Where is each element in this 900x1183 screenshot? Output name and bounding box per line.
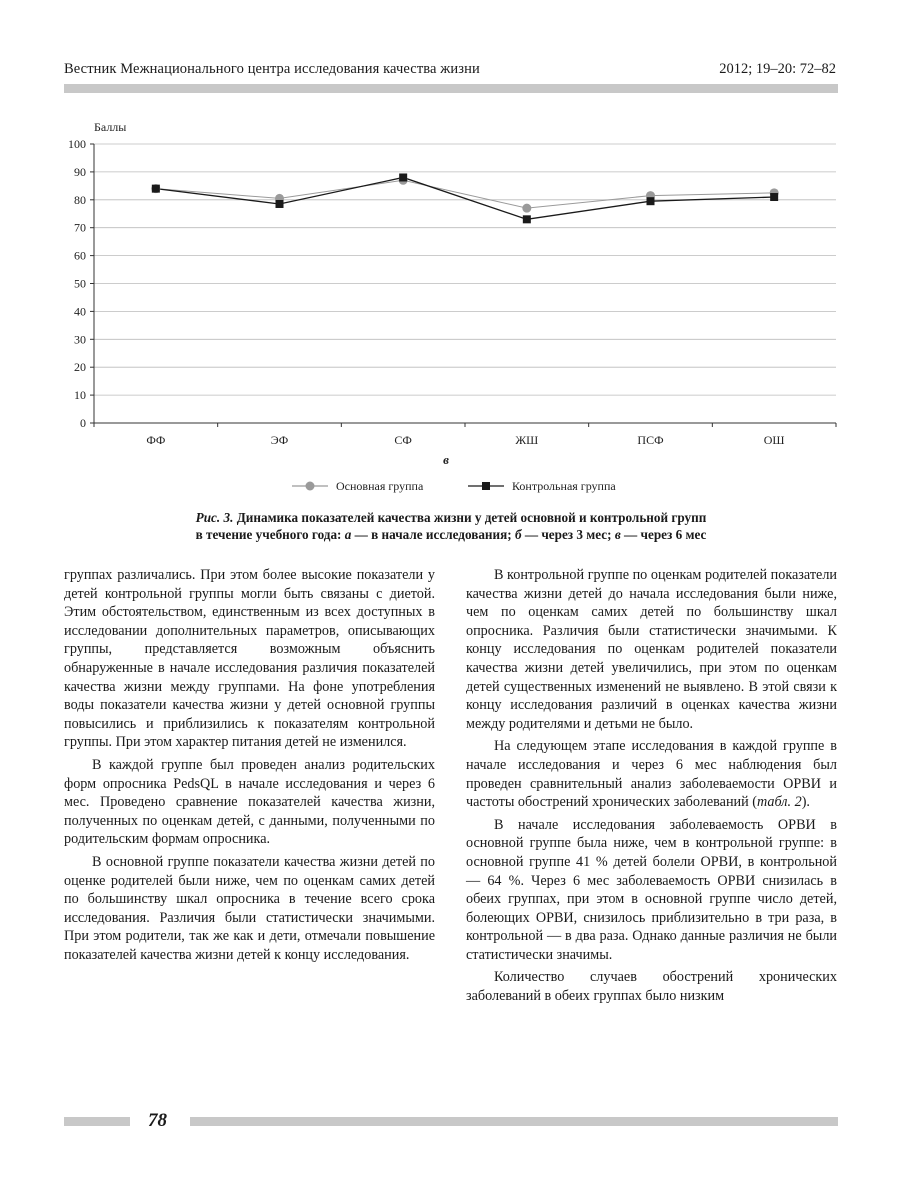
right-column — [466, 566, 837, 1010]
right-paragraph-1: В контрольной группе по оценкам родителей показатели качества жизни детей до начала исследования были ниже, чем по оценкам самих детей по большинству шкал опросника. Различия были статистически значимыми. К концу исследования по оценкам родителей показатели качества жизни детей увеличились, при этом по оценкам детей существенных изменений не выявлено. В этой связи к концу исследования различий в оценках качества жизни между родителями и детьми не было. — [466, 567, 837, 732]
y-tick-label: 60 — [74, 248, 86, 263]
x-tick-label: СФ — [394, 433, 412, 447]
x-axis-title: в — [443, 452, 449, 467]
y-tick-label: 70 — [74, 220, 86, 235]
caption-line-2 — [64, 526, 838, 543]
y-tick-label: 20 — [74, 360, 86, 375]
right-paragraph-2 — [466, 737, 837, 811]
legend-marker — [306, 482, 315, 491]
y-tick-label: 100 — [68, 137, 86, 151]
x-tick-label: ПСФ — [637, 433, 664, 447]
line-chart — [60, 114, 850, 504]
right-paragraph-3: В начале исследования заболеваемость ОРВИ в основной группе была ниже, чем в контрольной группе: в основной группе 41 % детей болели ОРВИ, в контрольной — 64 %. Через 6 мес заболеваемость ОРВИ снизилась в обеих группах, при этом в основной группе число детей, болеющих ОРВИ, снизилось приблизительно в три раза, в контрольной — в два раза. Однако данные различия не были статистически значимы. — [466, 816, 837, 963]
caption-a-letter: а — [344, 527, 352, 542]
x-tick-label: ЖШ — [515, 433, 539, 447]
right-paragraph-2-text: На следующем этапе исследования в каждой группе в начале исследования и через 6 мес наблюдения был проведен сравнительный анализ заболеваемости ОРВИ и частоты обострений хронических заболеваний ( — [466, 738, 837, 811]
journal-citation: 2012; 19–20: 72–82 — [719, 61, 836, 77]
header-rule — [64, 84, 838, 93]
page-number: 78 — [148, 1110, 167, 1131]
data-point-square — [523, 215, 531, 223]
y-tick-label: 80 — [74, 192, 86, 207]
series-line — [156, 177, 774, 219]
y-tick-label: 10 — [74, 388, 86, 403]
y-axis-ticks — [68, 137, 86, 430]
caption-b-text: — через 3 мес; — [521, 527, 615, 542]
data-point-square — [152, 185, 160, 193]
caption-intro: в течение учебного года: — [195, 527, 345, 542]
caption-line-1 — [64, 509, 838, 526]
left-paragraph-1: группах различались. При этом более высокие показатели у детей контрольной группы могли быть связаны с диетой. Этим обстоятельством, единственным из всех доступных в исследовании дополнительных параметров, описывающих группы, представляется возможным объяснить обнаруженные в начале исследования различия показателей качества жизни между группами. На фоне употребления воды показатели качества жизни у детей основной группы повысились и приблизились к показателям контрольной группы. При этом характер питания детей не изменился. — [64, 567, 435, 751]
legend-marker — [482, 482, 490, 490]
caption-v-text: — через 6 мес — [620, 527, 707, 542]
y-axis-title: Баллы — [94, 120, 127, 134]
y-tick-label: 90 — [74, 164, 86, 179]
journal-title: Вестник Межнационального центра исследования качества жизни — [64, 61, 480, 77]
left-column — [64, 566, 435, 968]
right-paragraph-4: Количество случаев обострений хронических заболеваний в обеих группах было низким — [466, 969, 837, 1005]
x-axis-ticks — [146, 433, 784, 447]
table-reference: табл. 2 — [757, 794, 802, 811]
figure-caption — [64, 509, 838, 543]
y-tick-label: 30 — [74, 332, 86, 347]
footer-rule-right — [190, 1117, 838, 1126]
left-paragraph-3: В основной группе показатели качества жизни детей по оценке родителей были ниже, чем по оценкам самих детей по большинству шкал опросника в течение всего срока исследования. Различия были статистически значимыми. При этом родители, так же как и дети, отмечали повышение показателей качества жизни детей к концу исследования. — [64, 853, 435, 963]
chart-legend — [292, 479, 616, 493]
legend-label: Контрольная группа — [512, 479, 616, 493]
x-tick-label: ОШ — [763, 433, 785, 447]
data-point-square — [647, 197, 655, 205]
caption-a-text: — в начале исследования; — [351, 527, 515, 542]
right-paragraph-2-end: ). — [801, 794, 810, 811]
y-tick-label: 40 — [74, 304, 86, 319]
caption-b-letter: б — [514, 527, 522, 542]
y-tick-label: 50 — [74, 276, 86, 291]
chart-grid — [90, 144, 836, 427]
data-point-square — [770, 193, 778, 201]
series-line — [156, 180, 774, 208]
footer-rule-left — [64, 1117, 130, 1126]
data-point-square — [399, 173, 407, 181]
x-tick-label: ЭФ — [270, 433, 289, 447]
x-tick-label: ФФ — [146, 433, 166, 447]
caption-v-letter: в — [614, 527, 621, 542]
figure-label: Рис. 3. — [195, 510, 234, 525]
caption-title: Динамика показателей качества жизни у детей основной и контрольной групп — [233, 510, 707, 525]
data-point-circle — [522, 204, 531, 213]
y-tick-label: 0 — [80, 416, 86, 430]
left-paragraph-2: В каждой группе был проведен анализ родительских форм опросника PedsQL в начале исследования и через 6 мес. Проведено сравнение показателей качества жизни, полученных по оценкам детей, с данными, полученными по родительским формам опросника. — [64, 756, 435, 848]
data-point-square — [276, 200, 284, 208]
series-lines — [156, 177, 774, 219]
legend-label: Основная группа — [336, 479, 424, 493]
